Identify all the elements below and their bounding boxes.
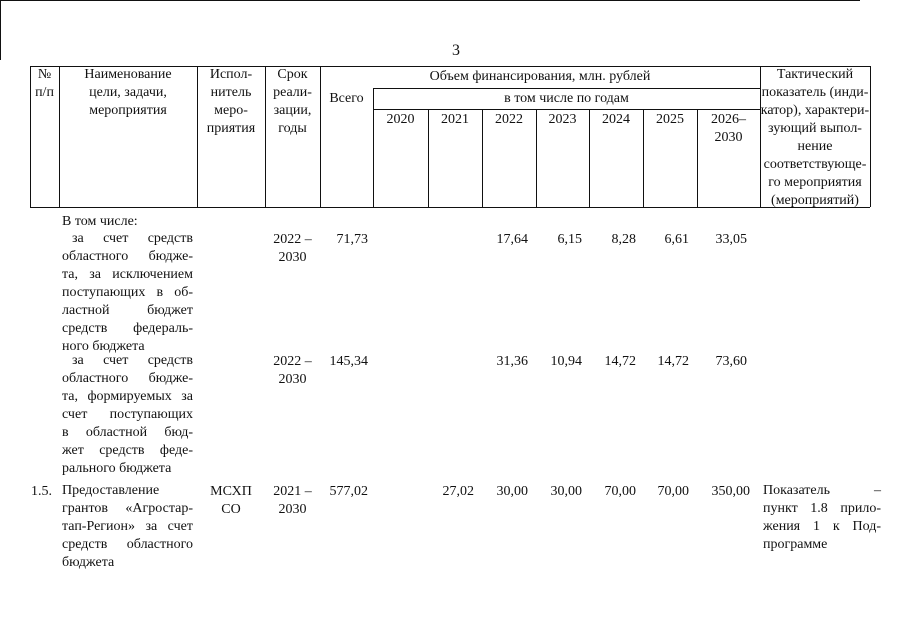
header-indicator-line6: соответствующе-	[763, 157, 867, 172]
row-total: 71,73	[336, 232, 368, 247]
header-exec-line3: меро-	[214, 103, 248, 118]
header-name-line2: цели, задачи,	[89, 85, 167, 100]
row-number: 1.5.	[31, 484, 52, 499]
row-name: Предоставление грантов «Агростар- тап-Регион» за счет средств областного бюджета	[62, 483, 193, 570]
top-border-line	[0, 0, 860, 1]
row-2026-2030: 33,05	[715, 232, 747, 247]
row-2023: 6,15	[557, 232, 582, 247]
header-name-line3: мероприятия	[89, 103, 167, 118]
header-indicator-line4: зующий выпол-	[768, 121, 862, 136]
header-indicator-line7: го мероприятия	[768, 175, 862, 190]
row-term-line2: 2030	[278, 372, 307, 387]
header-year-2023: 2023	[548, 112, 577, 127]
header-year-2026-line2: 2030	[714, 130, 743, 145]
row-2021: 27,02	[442, 484, 474, 499]
row-2025: 14,72	[657, 354, 689, 369]
row-2026-2030: 73,60	[715, 354, 747, 369]
row-term-line1: 2022 –	[273, 232, 312, 247]
header-exec-line4: приятия	[206, 121, 256, 136]
row-2026-2030: 350,00	[711, 484, 750, 499]
row-2023: 30,00	[550, 484, 582, 499]
row-term-line1: 2022 –	[273, 354, 312, 369]
header-term-line3: зации,	[273, 103, 312, 118]
left-border-line	[0, 0, 1, 60]
row-2024: 70,00	[604, 484, 636, 499]
row-2024: 14,72	[604, 354, 636, 369]
row-name: за счет средств областного бюдже- та, формируемых за счет поступающих в областной бюд- жет средств феде- рального бюджета	[62, 353, 193, 476]
header-indicator-line1: Тактический	[776, 67, 854, 82]
row-2022: 30,00	[496, 484, 528, 499]
row-2022: 17,64	[496, 232, 528, 247]
header-num-line2: п/п	[35, 85, 54, 100]
header-exec-line1: Испол-	[209, 67, 253, 82]
row-intro-text: В том числе:	[62, 214, 138, 229]
header-year-2025: 2025	[656, 112, 684, 127]
row-2024: 8,28	[611, 232, 636, 247]
header-year-2024: 2024	[602, 112, 630, 127]
row-2025: 6,61	[664, 232, 689, 247]
row-total: 145,34	[329, 354, 368, 369]
header-indicator-line2: показатель (инди-	[761, 85, 869, 100]
header-num-line1: №	[37, 67, 52, 82]
header-indicator-line8: (мероприятий)	[771, 193, 859, 208]
row-2023: 10,94	[550, 354, 582, 369]
row-term-line1: 2021 –	[273, 484, 312, 499]
header-name-line1: Наименование	[84, 67, 172, 82]
header-year-2021: 2021	[441, 112, 469, 127]
header-exec-line2: нитель	[210, 85, 252, 100]
row-indicator: Показатель – пункт 1.8 прило- жения 1 к Под- программе	[763, 483, 881, 552]
page-number: 3	[452, 42, 460, 59]
header-indicator-line5: нение	[797, 139, 833, 154]
row-total: 577,02	[329, 484, 368, 499]
header-year-2022: 2022	[495, 112, 523, 127]
row-2022: 31,36	[496, 354, 528, 369]
row-term-line2: 2030	[278, 250, 307, 265]
row-term-line2: 2030	[278, 502, 307, 517]
header-financing: Объем финансирования, млн. рублей	[429, 69, 651, 84]
header-year-2020: 2020	[386, 112, 415, 127]
header-indicator-line3: катор), характери-	[760, 103, 870, 118]
row-2025: 70,00	[657, 484, 689, 499]
header-term-line1: Срок	[277, 67, 308, 82]
header-years-group: в том числе по годам	[504, 91, 629, 106]
row-executor-line1: МСХП	[210, 484, 252, 499]
header-term-line4: годы	[278, 121, 307, 136]
header-term-line2: реали-	[273, 85, 312, 100]
row-executor-line2: СО	[221, 502, 241, 517]
row-name: за счет средств областного бюдже- та, за исключением поступающих в об- ластной бюджет средств федераль- ного бюджета	[62, 231, 193, 354]
header-total: Всего	[329, 91, 364, 106]
header-year-2026-line1: 2026–	[711, 112, 746, 127]
